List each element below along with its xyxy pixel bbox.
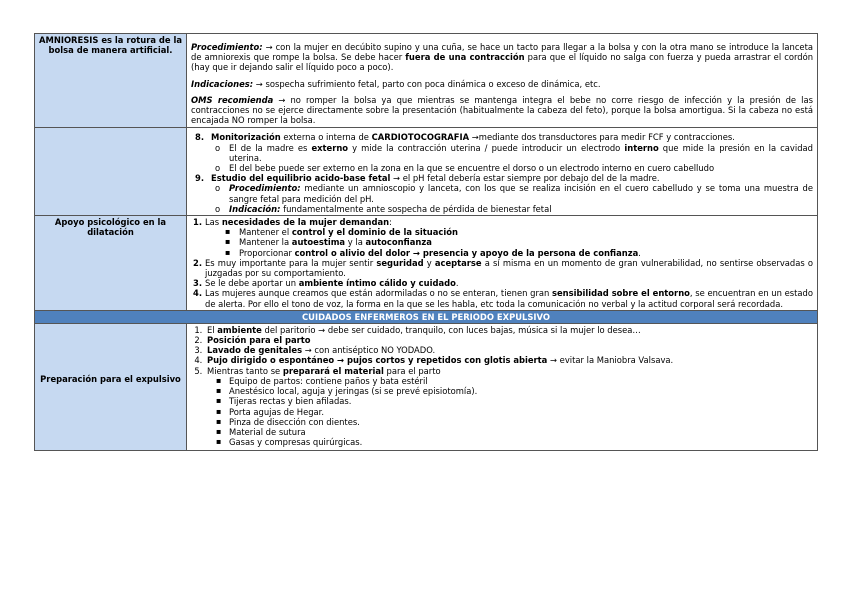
- list-item: ▪ Proporcionar control o alivio del dolor → presencia y apoyo de la persona de confianza.: [239, 248, 813, 258]
- list-item: 4. Pujo dirigido o espontáneo → pujos cortos y repetidos con glotis abierta → evitar la Maniobra Valsava.: [205, 355, 813, 365]
- expulsion-prep-label: Preparación para el expulsivo: [35, 323, 187, 450]
- material-item: ▪ Gasas y compresas quirúrgicas.: [229, 437, 813, 447]
- list-item: 3. Se le debe aportar un ambiente íntimo cálido y cuidado.: [193, 278, 459, 289]
- psych-support-content: [187, 216, 818, 311]
- monitoring-content: [187, 128, 818, 216]
- list-item: 1. Las necesidades de la mujer demandan:: [193, 217, 392, 228]
- section-band-row: [35, 310, 818, 323]
- psych-support-row: [35, 216, 818, 311]
- list-item: o Indicación: fundamentalmente ante sospecha de pérdida de bienestar fetal: [229, 204, 813, 214]
- care-table: [34, 33, 818, 451]
- expulsion-prep-row: [35, 323, 818, 450]
- procedure-paragraph: Procedimiento: → con la mujer en decúbito supino y una cuña, se hace un tacto para llegar a la bolsa y con la otra mano se introduce la lanceta de amniorexis que rompe la bolsa. Se debe hacer fuera de una contracción para que el líquido no salga con fuerza y pueda arrastrar el cordón (hay que ir dejando salir el líquido poco a poco).: [191, 42, 814, 73]
- material-item: ▪ Pinza de disección con dientes.: [229, 417, 813, 427]
- amniorexis-content: [187, 34, 818, 128]
- amniorexis-row: [35, 34, 818, 128]
- material-item: ▪ Material de sutura: [229, 427, 813, 437]
- list-item: ▪ Mantener la autoestima y la autoconfianza: [239, 237, 813, 247]
- list-item-8: 8. Monitorización externa o interna de CARDIOTOCOGRAFIA →mediante dos transductores para medir FCF y contracciones. o El de la madre es externo y mide la contracción uterina / puede introducir un electrodo interno que mide la presión en la cavidad uterina. o El del bebe puede ser externo en la zona en la que se encuentre el dorso o un electrodo interno en cuero cabelludo 9. Estudio del equilibrio acido-base fetal → el pH fetal debería estar siempre por debajo del de la madre. o Procedimiento: mediante un amnioscopio y lanceta, con los que se realiza incisión en el cuero cabelludo y se toma una muestra de sangre fetal para medición del pH. o Indicación: fundamentalmente ante sospecha de pérdida de bienestar fetal: [191, 132, 813, 214]
- amniorexis-label: AMNIORESIS es la rotura de la bolsa de manera artificial.: [35, 34, 187, 128]
- list-item: 1. El ambiente del paritorio → debe ser cuidado, tranquilo, con luces bajas, música si la mujer lo desea…: [205, 325, 813, 335]
- needs-sublist: [193, 227, 813, 258]
- list-item: o El del bebe puede ser externo en la zona en la que se encuentre el dorso o un electrodo interno en cuero cabelludo: [229, 163, 813, 173]
- material-item: ▪ Anestésico local, aguja y jeringas (si se prevé episiotomía).: [229, 386, 813, 396]
- material-item: ▪ Equipo de partos: contiene paños y bata estéril: [229, 376, 813, 386]
- list-item: o El de la madre es externo y mide la contracción uterina / puede introducir un electrodo interno que mide la presión en la cavidad uterina.: [229, 143, 813, 163]
- psych-support-label: Apoyo psicológico en la dilatación: [35, 216, 187, 311]
- prep-list: [193, 325, 813, 447]
- list-item: 3. Lavado de genitales → con antiséptico NO YODADO.: [205, 345, 813, 355]
- material-item: ▪ Porta agujas de Hegar.: [229, 407, 813, 417]
- list-item: 4. Las mujeres aunque creamos que están adormiladas o no se enteran, tienen gran sensibilidad sobre el entorno, se encuentran en un estado de alerta. Por ello el tono de voz, la forma en la que se les habla, etc toda la comunicación no verbal y la actitud corporal será recordada.: [193, 288, 813, 309]
- list-item: 2. Es muy importante para la mujer sentir seguridad y aceptarse a sí misma en un momento de gran vulnerabilidad, no sentirse observadas o juzgadas por su comportamiento.: [193, 257, 813, 279]
- materials-list: [207, 376, 813, 447]
- monitoring-label: [35, 128, 187, 216]
- oms-paragraph: OMS recomienda → no romper la bolsa ya que mientras se mantenga integra el bebe no corre riesgo de infección y la presión de las contracciones no se ejerce directamente sobre la presentación (habitualmente la cabeza del feto), porque la bolsa amortigua. Si la cabeza no está encajada NO romper la bolsa.: [191, 94, 813, 126]
- monitoring-sublist: [195, 143, 813, 174]
- list-item: 2. Posición para el parto: [205, 335, 813, 345]
- indications-paragraph: Indicaciones: → sospecha sufrimiento fetal, parto con poca dinámica o exceso de dinámica, etc.: [191, 78, 601, 89]
- expulsion-prep-content: [187, 323, 818, 450]
- material-item: ▪ Tijeras rectas y bien afiladas.: [229, 396, 813, 406]
- list-item: o Procedimiento: mediante un amnioscopio y lanceta, con los que se realiza incisión en el cuero cabelludo y se toma una muestra de sangre fetal para medición del pH.: [229, 183, 813, 203]
- monitoring-row: [35, 128, 818, 216]
- section-heading: CUIDADOS ENFERMEROS EN EL PERIODO EXPULSIVO: [35, 310, 818, 323]
- list-item: ▪ Mantener el control y el dominio de la situación: [239, 227, 813, 237]
- list-item-9: 9. Estudio del equilibrio acido-base fetal → el pH fetal debería estar siempre por debajo del de la madre.: [195, 173, 660, 184]
- ph-sublist: [195, 183, 813, 214]
- list-item: 5. Mientras tanto se preparará el material para el parto ▪ Equipo de partos: contiene paños y bata estéril ▪ Anestésico local, aguja y jeringas (si se prevé episiotomía). ▪ Tijeras rectas y bien afiladas. ▪ Porta agujas de Hegar. ▪ Pinza de disección con dientes. ▪ Material de sutura ▪ Gasas y compresas quirúrgicas.: [205, 366, 813, 448]
